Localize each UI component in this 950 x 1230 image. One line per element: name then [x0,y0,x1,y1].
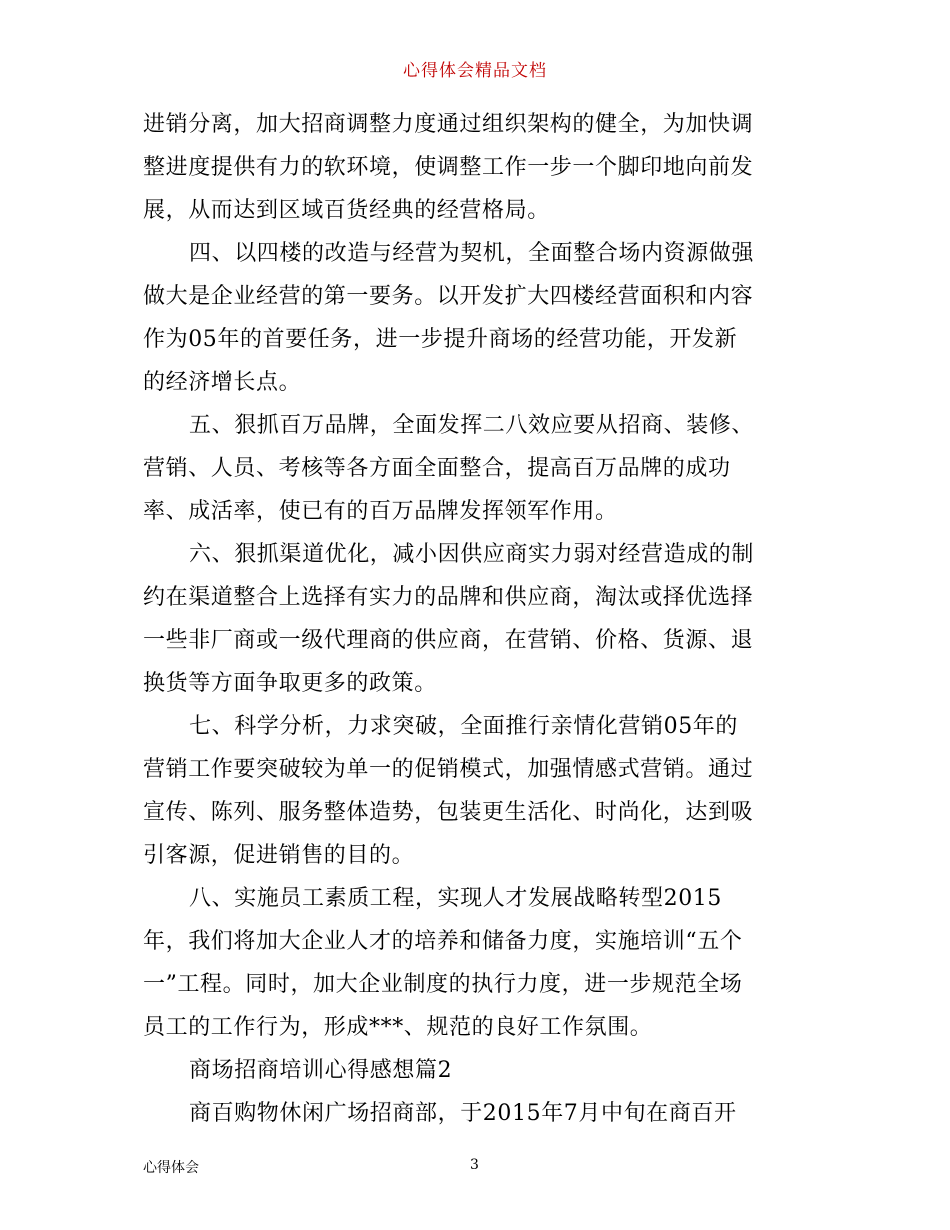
text-line: 整进度提供有力的软环境，使调整工作一步一个脚印地向前发 [143,155,754,180]
text-line: 引客源，促进销售的目的。 [143,843,415,868]
document-header-title: 心得体会精品文档 [403,61,547,81]
text-line: 六、狠抓渠道优化，减小因供应商实力弱对经营造成的制 [189,542,755,567]
text-line: 营销工作要突破较为单一的促销模式，加强情感式营销。通过 [143,757,754,782]
text-line: 约在渠道整合上选择有实力的品牌和供应商，淘汰或择优选择 [143,585,754,610]
text-line: 宣传、陈列、服务整体造势，包装更生活化、时尚化，达到吸 [143,800,754,825]
text-line: 进销分离，加大招商调整力度通过组织架构的健全，为加快调 [143,112,754,137]
text-line: 率、成活率，使已有的百万品牌发挥领军作用。 [143,499,618,524]
text-line: 七、科学分析，力求突破，全面推行亲情化营销05年的 [189,714,738,739]
document-body [143,103,813,1135]
text-line: 商百购物休闲广场招商部，于2015年7月中旬在商百开 [189,1101,737,1126]
page-number: 3 [470,1157,479,1173]
text-line: 商场招商培训心得感想篇2 [189,1058,453,1083]
text-line: 一”工程。同时，加大企业制度的执行力度，进一步规范全场 [143,972,743,997]
text-line: 做大是企业经营的第一要务。以开发扩大四楼经营面积和内容 [143,284,754,309]
text-line: 八、实施员工素质工程，实现人才发展战略转型2015 [189,886,722,911]
text-line: 换货等方面争取更多的政策。 [143,671,437,696]
text-line: 作为05年的首要任务，进一步提升商场的经营功能，开发新 [143,327,738,352]
text-line: 一些非厂商或一级代理商的供应商，在营销、价格、货源、退 [143,628,754,653]
footer-label: 心得体会 [143,1160,199,1176]
text-line: 展，从而达到区域百货经典的经营格局。 [143,198,550,223]
text-line: 员工的工作行为，形成***、规范的良好工作氛围。 [143,1015,653,1040]
text-line: 年，我们将加大企业人才的培养和储备力度，实施培训“五个 [143,929,743,954]
text-line: 营销、人员、考核等各方面全面整合，提高百万品牌的成功 [143,456,731,481]
text-line: 四、以四楼的改造与经营为契机，全面整合场内资源做强 [189,241,755,266]
text-line: 的经济增长点。 [143,370,302,395]
text-line: 五、狠抓百万品牌，全面发挥二八效应要从招商、装修、 [189,413,755,438]
